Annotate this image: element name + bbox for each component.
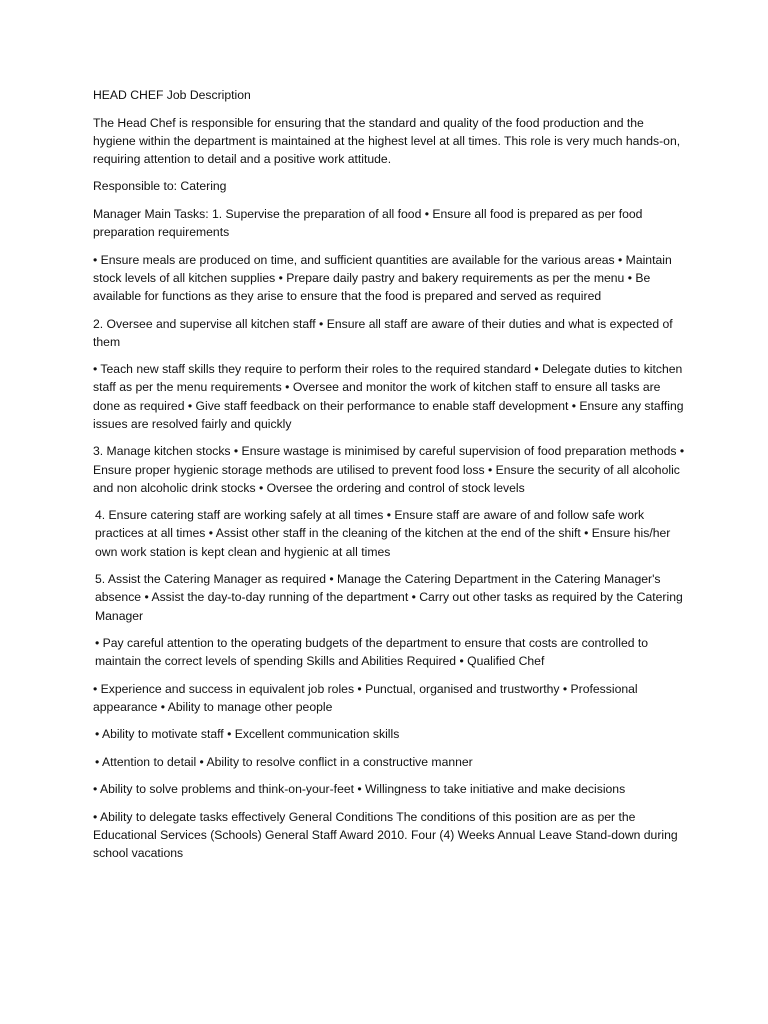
responsible-to: Responsible to: Catering	[93, 179, 227, 194]
intro-paragraph: The Head Chef is responsible for ensuring that the standard and quality of the food production and the hygiene within the department is maintained at the highest level at all times. This role is very much hands-on, requiring attention to detail and a positive work attitude.	[93, 115, 681, 166]
main-tasks-1: Manager Main Tasks: 1. Supervise the preparation of all food • Ensure all food is prepared as per food preparation requirements	[93, 206, 643, 240]
main-tasks-4: 4. Ensure catering staff are working safely at all times • Ensure staff are aware of and follow safe work practices at all times • Assist other staff in the cleaning of the kitchen at the end of the shift • Ensure his/her own work station is kept clean and hygienic at all times	[95, 508, 671, 559]
skill-detail: • Attention to detail • Ability to resolve conflict in a constructive manner	[95, 754, 473, 769]
skill-motivation: • Ability to motivate staff • Excellent communication skills	[95, 727, 400, 742]
main-tasks-1-details: • Ensure meals are produced on time, and sufficient quantities are available for the various areas • Maintain stock levels of all kitchen supplies • Prepare daily pastry and bakery requirements as per the menu • Be available for functions as they arise to ensure that the food is prepared and served as required	[93, 252, 672, 304]
main-tasks-3: 3. Manage kitchen stocks • Ensure wastage is minimised by careful supervision of food preparation methods • Ensure proper hygienic storage methods are utilised to prevent food loss • Ensure the security of all alcoholic and non alcoholic drink stocks • Oversee the ordering and control of stock levels	[93, 444, 685, 495]
skill-experience: • Experience and success in equivalent job roles • Punctual, organised and trustworthy • Professional appearance • Ability to manage other people	[93, 681, 638, 714]
document-title: HEAD CHEF Job Description	[93, 88, 251, 102]
main-tasks-2-details: • Teach new staff skills they require to perform their roles to the required standard • Delegate duties to kitchen staff as per the menu requirements • Oversee and monitor the work of kitchen staff to ensure all tasks are done as required • Give staff feedback on their performance to enable staff development • Ensure any staffing issues are resolved fairly and quickly	[93, 362, 684, 431]
main-tasks-5: 5. Assist the Catering Manager as required • Manage the Catering Department in the Catering Manager's absence • Assist the day-to-day running of the department • Carry out other tasks as required by the Catering Manager	[95, 572, 683, 623]
skill-problem-solving: • Ability to solve problems and think-on-your-feet • Willingness to take initiative and make decisions	[93, 782, 626, 797]
main-tasks-2: 2. Oversee and supervise all kitchen staff • Ensure all staff are aware of their duties and what is expected of them	[93, 316, 673, 349]
budget-and-skills: • Pay careful attention to the operating budgets of the department to ensure that costs are controlled to maintain the correct levels of spending Skills and Abilities Required • Qualified Chef	[95, 636, 649, 669]
general-conditions: • Ability to delegate tasks effectively General Conditions The conditions of this position are as per the Educational Services (Schools) General Staff Award 2010. Four (4) Weeks Annual Leave Stand-down during school vacations	[93, 809, 678, 861]
